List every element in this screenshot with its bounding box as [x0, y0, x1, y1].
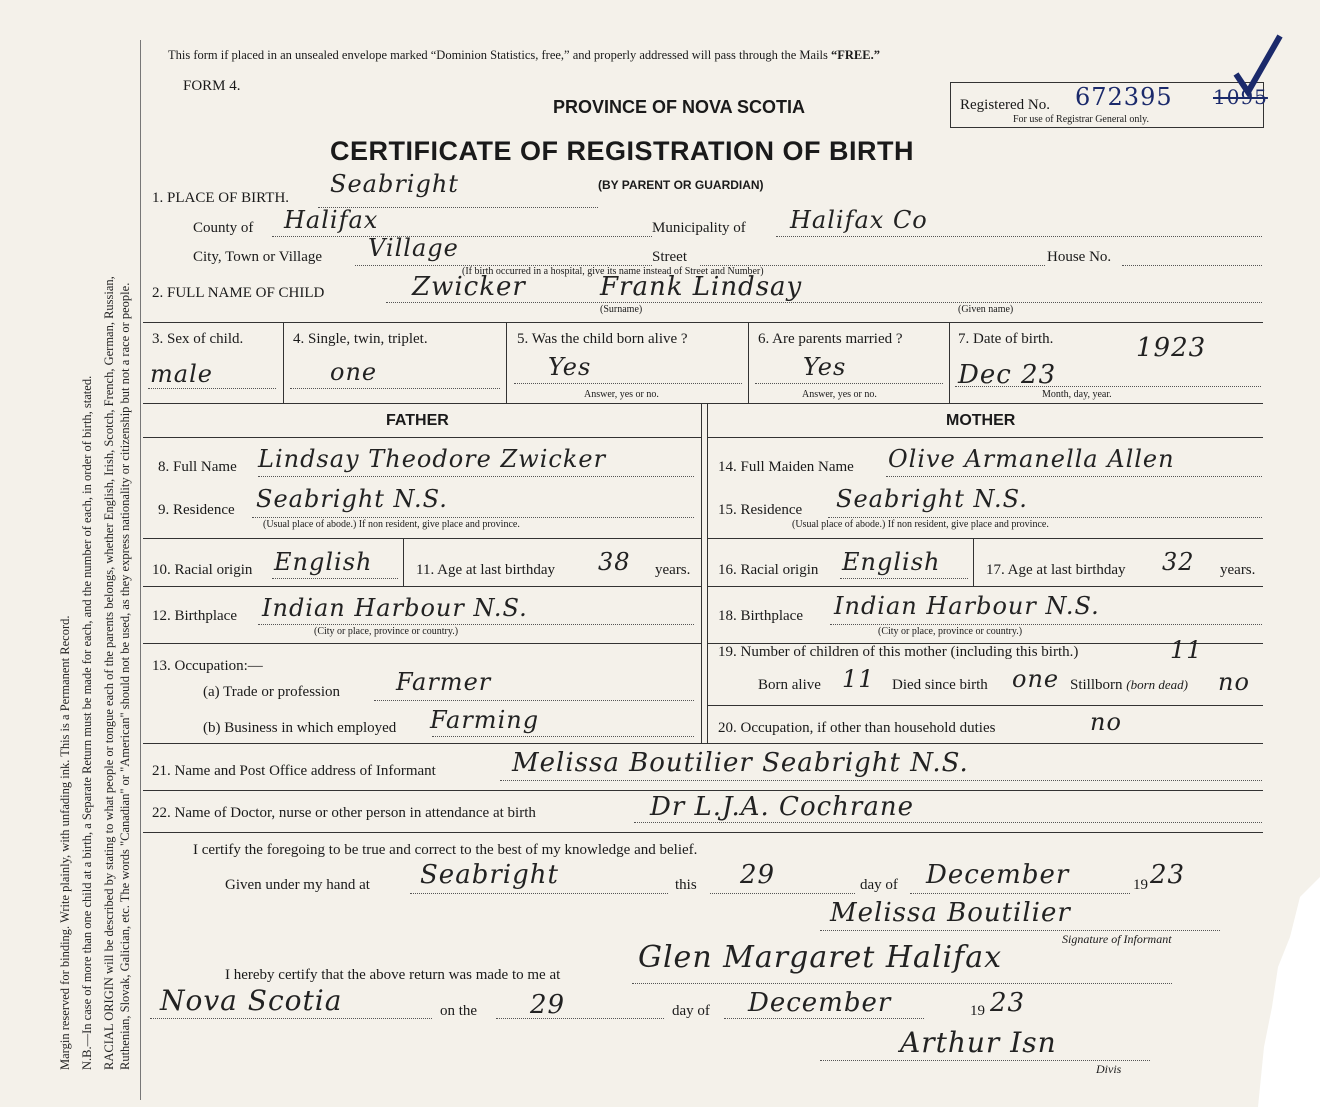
- municipality-value: Halifax Co: [790, 206, 928, 234]
- certify-month-line: [910, 893, 1130, 894]
- father-residence-note: (Usual place of abode.) If non resident, give place and province.: [263, 519, 520, 530]
- registrar-province-line: [150, 1018, 432, 1019]
- margin-line: [140, 40, 141, 1100]
- registrar-year-prefix: 19: [970, 1003, 985, 1019]
- father-race-label: 10. Racial origin: [152, 562, 253, 578]
- registrar-signature-line: [820, 1060, 1150, 1061]
- certificate-title: CERTIFICATE OF REGISTRATION OF BIRTH: [330, 136, 914, 166]
- surname-note: (Surname): [600, 304, 643, 315]
- dob-line: [955, 386, 1261, 387]
- row-rule-4: [143, 790, 1263, 791]
- father-residence-label: 9. Residence: [158, 502, 235, 518]
- certify-day: 29: [740, 860, 776, 890]
- father-trade-label: (a) Trade or profession: [203, 684, 341, 700]
- parent-divider-a: [701, 403, 702, 743]
- county-value: Halifax: [284, 206, 379, 234]
- margin-note-4: Ruthenian, Slovak, Galician, etc. The words "Canadian" or "American" should not be used, as they express nationality or citizenship but not a race or people.: [118, 282, 132, 1070]
- registered-number: 672395: [1075, 83, 1173, 111]
- mother-occupation-label: 20. Occupation, if other than household duties: [718, 720, 996, 736]
- given-name-note: (Given name): [958, 304, 1014, 315]
- certify-year-prefix: 19: [1133, 877, 1148, 893]
- dob-value: Dec 23: [958, 360, 1057, 390]
- mother-residence-label: 15. Residence: [718, 502, 803, 518]
- row-rule-2: [143, 403, 1263, 404]
- torn-corner: [1160, 877, 1320, 1107]
- sex-value: male: [150, 360, 213, 388]
- mother-birthplace-line: [830, 624, 1262, 625]
- stillborn-value: no: [1218, 668, 1250, 696]
- informant-signature-note: Signature of Informant: [1062, 932, 1172, 946]
- father-business-value: Farming: [430, 706, 540, 734]
- registrar-day-line: [496, 1018, 664, 1019]
- county-line: [272, 236, 652, 237]
- house-label: House No.: [1047, 249, 1112, 265]
- mother-rule-b: [707, 586, 1263, 587]
- given-place: Seabright: [420, 860, 559, 890]
- row-rule-3: [143, 743, 1263, 744]
- row-rule-1: [143, 322, 1263, 323]
- county-label: County of: [193, 220, 254, 236]
- registrar-month-line: [724, 1018, 924, 1019]
- check-mark-icon: [1228, 30, 1288, 100]
- mother-rule-a: [707, 538, 1263, 539]
- child-surname: Zwicker: [412, 272, 526, 302]
- father-birthplace-line: [258, 624, 694, 625]
- registrar-signature-note: Divis: [1096, 1062, 1122, 1076]
- plurality-label: 4. Single, twin, triplet.: [293, 331, 428, 347]
- given-line: [410, 893, 668, 894]
- stillborn-label: [1070, 677, 1188, 694]
- father-heading-rule: [143, 437, 701, 438]
- mother-birthplace-label: 18. Birthplace: [718, 608, 803, 624]
- registered-label: Registered No.: [960, 97, 1050, 113]
- born-alive-value: 11: [842, 665, 875, 693]
- mother-birthplace-note: (City or place, province or country.): [878, 626, 1023, 637]
- city-label: City, Town or Village: [193, 249, 323, 265]
- mother-children-value: 11: [1170, 636, 1203, 664]
- doctor-line: [634, 822, 1262, 823]
- stillborn-text: Stillborn: [1070, 677, 1123, 693]
- registered-number-struck: 1095: [1213, 85, 1268, 109]
- mother-name-label: 14. Full Maiden Name: [718, 459, 854, 475]
- mother-occupation-value: no: [1090, 708, 1122, 736]
- mother-birthplace-value: Indian Harbour N.S.: [834, 592, 1100, 620]
- alive-line: [514, 383, 742, 384]
- dob-year: 1923: [1136, 333, 1207, 363]
- mother-rule-d: [707, 705, 1263, 706]
- parent-divider-b: [707, 403, 708, 743]
- certify-year: 23: [1150, 860, 1186, 890]
- certify-day-of: day of: [860, 877, 898, 893]
- row-rule-5: [143, 832, 1263, 833]
- sex-line: [148, 388, 276, 389]
- mother-heading-rule: [707, 437, 1263, 438]
- registrar-on-label: on the: [440, 1003, 478, 1019]
- col-rule-5: [748, 322, 749, 403]
- street-label: Street: [652, 249, 687, 265]
- registrar-year: 23: [990, 988, 1026, 1018]
- mother-age-value: 32: [1162, 548, 1195, 576]
- dob-label: 7. Date of birth.: [958, 331, 1054, 347]
- died-value: one: [1012, 665, 1060, 693]
- col-rule-4: [506, 322, 507, 403]
- father-business-label: (b) Business in which employed: [203, 720, 397, 736]
- place-of-birth-value: Seabright: [330, 170, 459, 198]
- father-age-label: 11. Age at last birthday: [416, 562, 555, 578]
- sex-label: 3. Sex of child.: [152, 331, 244, 347]
- mother-age-label: 17. Age at last birthday: [986, 562, 1126, 578]
- married-label: 6. Are parents married ?: [758, 331, 903, 347]
- mother-race-line: [840, 578, 968, 579]
- father-birthplace-note: (City or place, province or country.): [314, 626, 459, 637]
- alive-note: Answer, yes or no.: [584, 389, 659, 400]
- mother-race-label: 16. Racial origin: [718, 562, 819, 578]
- mother-residence-value: Seabright N.S.: [836, 485, 1028, 513]
- father-name-line: [258, 476, 694, 477]
- father-occupation-label: 13. Occupation:—: [152, 658, 263, 674]
- mother-name-line: [886, 476, 1262, 477]
- born-alive-label: Born alive: [758, 677, 821, 693]
- city-value: Village: [368, 234, 459, 262]
- father-rule-b: [143, 586, 701, 587]
- mother-name-value: Olive Armanella Allen: [888, 445, 1175, 473]
- child-name-label: 2. FULL NAME OF CHILD: [152, 285, 325, 301]
- col-rule-6: [949, 322, 950, 403]
- father-race-value: English: [274, 548, 373, 576]
- father-residence-value: Seabright N.S.: [256, 485, 448, 513]
- margin-note-2: N.B.—In case of more than one child at a birth, a Separate Return must be made for each, and the number of each, in order of birth, stated.: [80, 375, 94, 1070]
- father-heading: FATHER: [386, 412, 449, 429]
- registrar-month: December: [748, 988, 892, 1018]
- married-note: Answer, yes or no.: [802, 389, 877, 400]
- father-business-line: [432, 736, 694, 737]
- mother-heading: MOTHER: [946, 412, 1016, 429]
- registrar-day-of: day of: [672, 1003, 710, 1019]
- father-trade-line: [374, 700, 694, 701]
- died-label: Died since birth: [892, 677, 988, 693]
- father-rule-a: [143, 538, 701, 539]
- married-line: [755, 383, 943, 384]
- place-of-birth-label: 1. PLACE OF BIRTH.: [152, 190, 290, 206]
- father-rule-c: [143, 643, 701, 644]
- doctor-value: Dr L.J.A. Cochrane: [650, 792, 914, 822]
- mother-residence-note: (Usual place of abode.) If non resident, give place and province.: [792, 519, 1049, 530]
- father-residence-line: [252, 517, 694, 518]
- father-col-rule: [403, 538, 404, 586]
- father-name-value: Lindsay Theodore Zwicker: [258, 445, 607, 473]
- informant-label: 21. Name and Post Office address of Informant: [152, 763, 436, 779]
- form-number: FORM 4.: [183, 78, 241, 94]
- registrar-signature: Arthur Isn: [900, 1026, 1057, 1059]
- registered-box: [950, 82, 1268, 128]
- registrar-note: For use of Registrar General only.: [1013, 114, 1149, 125]
- margin-note-3: RACIAL ORIGIN will be described by stating to what people or tongue each of the parents belongs, whether English, Irish, Scotch, French, German, Russian,: [102, 276, 116, 1070]
- father-birthplace-label: 12. Birthplace: [152, 608, 237, 624]
- child-name-line: [386, 302, 1262, 303]
- informant-line: [500, 780, 1262, 781]
- informant-signature: Melissa Boutilier: [830, 898, 1071, 928]
- province-heading: PROVINCE OF NOVA SCOTIA: [553, 97, 806, 117]
- col-rule-3: [283, 322, 284, 403]
- mother-residence-line: [828, 517, 1262, 518]
- father-race-line: [272, 578, 398, 579]
- married-value: Yes: [803, 353, 847, 381]
- informant-value: Melissa Boutilier Seabright N.S.: [512, 748, 969, 778]
- certify-day-line: [710, 893, 855, 894]
- father-age-unit: years.: [655, 562, 691, 578]
- alive-label: 5. Was the child born alive ?: [517, 331, 688, 347]
- mother-children-label: 19. Number of children of this mother (including this birth.): [718, 644, 1079, 660]
- margin-note-1: Margin reserved for binding. Write plainly, with unfading ink. This is a Permanent Record.: [58, 615, 72, 1070]
- plurality-line: [290, 388, 500, 389]
- mail-notice-text: This form if placed in an unsealed envelope marked “Dominion Statistics, free,” and properly addressed will pass through the Mails: [168, 48, 832, 62]
- registrar-text: I hereby certify that the above return was made to me at: [225, 967, 561, 983]
- dob-note: Month, day, year.: [1042, 389, 1112, 400]
- mail-notice: [168, 48, 880, 63]
- municipality-line: [776, 236, 1262, 237]
- certify-this-label: this: [675, 877, 697, 893]
- plurality-value: one: [330, 358, 378, 386]
- registrar-day: 29: [530, 990, 566, 1020]
- alive-value: Yes: [548, 353, 592, 381]
- registrar-province: Nova Scotia: [160, 984, 343, 1017]
- child-given-name: Frank Lindsay: [600, 272, 803, 302]
- certificate-subtitle: (BY PARENT OR GUARDIAN): [598, 178, 764, 192]
- registrar-place-line: [632, 983, 1172, 984]
- doctor-label: 22. Name of Doctor, nurse or other person in attendance at birth: [152, 805, 536, 821]
- father-age-value: 38: [598, 548, 631, 576]
- father-trade-value: Farmer: [396, 668, 492, 696]
- certify-month: December: [926, 860, 1070, 890]
- municipality-label: Municipality of: [652, 220, 746, 236]
- father-birthplace-value: Indian Harbour N.S.: [262, 594, 528, 622]
- mother-race-value: English: [842, 548, 941, 576]
- registrar-place: Glen Margaret Halifax: [638, 940, 1003, 975]
- mother-col-rule: [973, 538, 974, 586]
- house-line: [1122, 265, 1262, 266]
- hospital-note: (If birth occurred in a hospital, give its name instead of Street and Number): [462, 266, 764, 277]
- father-name-label: 8. Full Name: [158, 459, 237, 475]
- given-label: Given under my hand at: [225, 877, 370, 893]
- stillborn-note: (born dead): [1126, 677, 1189, 692]
- mail-notice-free: “FREE.”: [831, 48, 880, 62]
- certify-text: I certify the foregoing to be true and correct to the best of my knowledge and belief.: [193, 842, 698, 858]
- mother-age-unit: years.: [1220, 562, 1256, 578]
